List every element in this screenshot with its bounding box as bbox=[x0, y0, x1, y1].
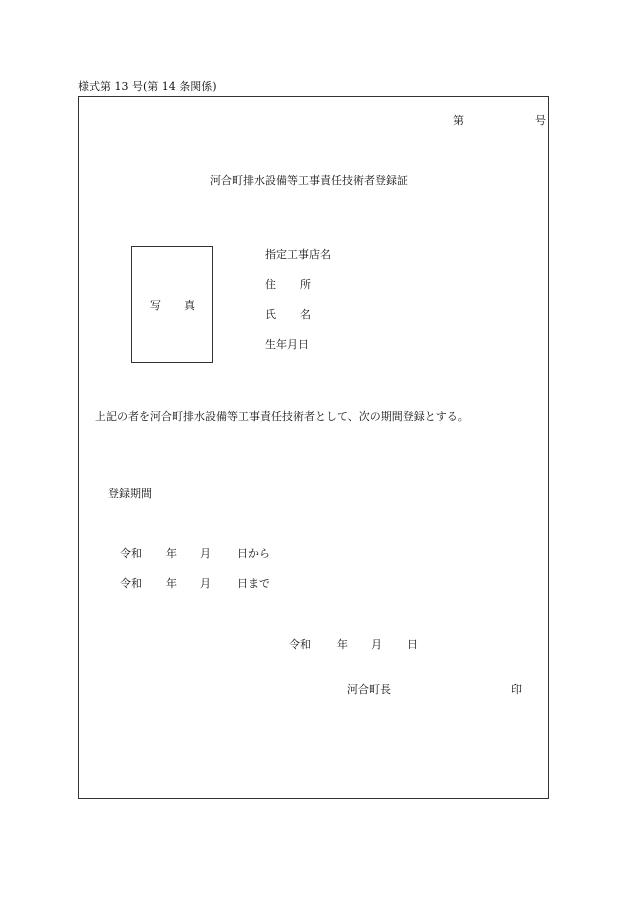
issue-date-era: 令和 bbox=[289, 638, 311, 651]
field-address-1: 住 bbox=[265, 278, 276, 291]
certificate-frame bbox=[78, 96, 549, 799]
number-prefix: 第 bbox=[453, 114, 464, 127]
period-start-year: 年 bbox=[166, 547, 177, 560]
period-end-day: 日まで bbox=[237, 577, 270, 590]
form-number: 様式第 13 号(第 14 条関係) bbox=[78, 80, 217, 93]
period-start-month: 月 bbox=[200, 547, 211, 560]
certificate-title: 河合町排水設備等工事責任技術者登録証 bbox=[210, 174, 408, 187]
period-end-era: 令和 bbox=[120, 577, 142, 590]
period-end-month: 月 bbox=[200, 577, 211, 590]
period-start-day: 日から bbox=[237, 547, 270, 560]
period-label: 登録期間 bbox=[108, 487, 152, 500]
period-start-era: 令和 bbox=[120, 547, 142, 560]
issue-date-day: 日 bbox=[407, 638, 418, 651]
period-end-year: 年 bbox=[166, 577, 177, 590]
field-shop-name: 指定工事店名 bbox=[265, 248, 331, 261]
issue-date-month: 月 bbox=[371, 638, 382, 651]
photo-box bbox=[131, 246, 213, 363]
signature-title: 河合町長 bbox=[347, 683, 391, 696]
field-name-2: 名 bbox=[300, 308, 311, 321]
field-name-1: 氏 bbox=[265, 308, 276, 321]
field-address-2: 所 bbox=[300, 278, 311, 291]
photo-label-2: 真 bbox=[184, 299, 195, 312]
photo-label-1: 写 bbox=[150, 299, 161, 312]
statement: 上記の者を河合町排水設備等工事責任技術者として、次の期間登録とする。 bbox=[95, 410, 469, 423]
field-birthdate: 生年月日 bbox=[265, 338, 309, 351]
seal-mark: 印 bbox=[511, 683, 522, 696]
number-suffix: 号 bbox=[535, 114, 546, 127]
issue-date-year: 年 bbox=[337, 638, 348, 651]
